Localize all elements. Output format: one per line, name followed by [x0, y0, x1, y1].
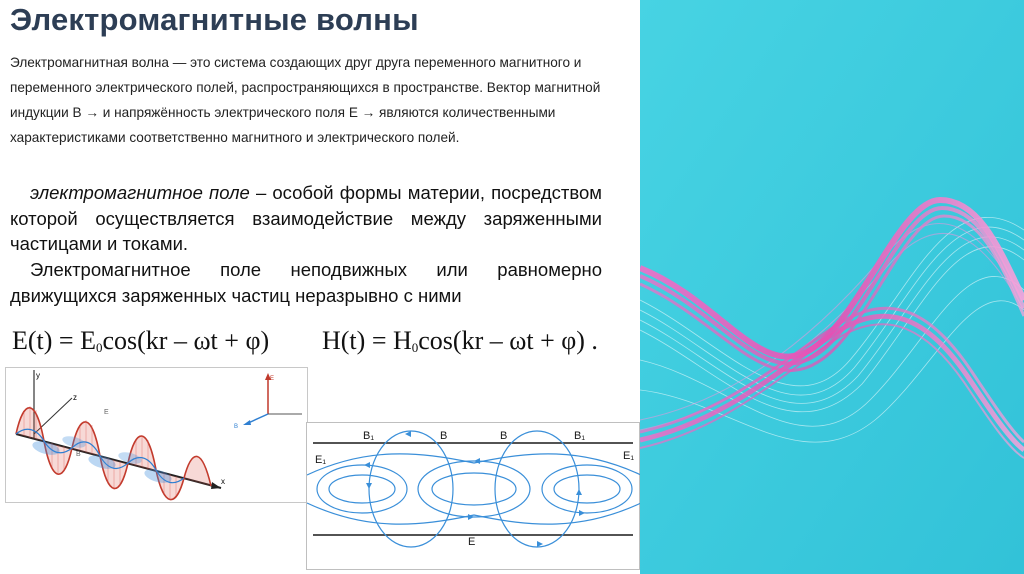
- field-lines-diagram: [307, 423, 641, 571]
- label-e-small: E: [104, 409, 109, 416]
- formula-e-left: E(t) = E: [12, 326, 96, 355]
- formula-h-sub: 0: [411, 340, 419, 355]
- x-axis-arrow: [211, 482, 221, 489]
- field-arrows: [364, 431, 585, 547]
- intro-text: Электромагнитная волна — это система создающих друг друга переменного магнитного и переменного электрического полей, распространяющихся в пространстве. Вектор магнитной индукции B → и напряжённость электрического поля E → являются количественными характеристиками соответственно магнитного и электрического полей.: [10, 55, 601, 145]
- field-definition-paragraph: [10, 180, 602, 257]
- em-wave-figure: [5, 367, 308, 503]
- formula-e: [12, 326, 269, 356]
- label-x: x: [221, 477, 225, 486]
- label-b-small: B: [76, 451, 81, 458]
- label-b-mid2: B: [500, 430, 508, 442]
- label-z: z: [73, 393, 77, 402]
- formula-h: [322, 326, 598, 356]
- label-b-mid1: B: [440, 430, 448, 442]
- label-b1-left: B₁: [363, 430, 375, 442]
- label-e-vector: E: [270, 376, 275, 382]
- label-e1-right: E₁: [623, 450, 635, 462]
- field-term: электромагнитное поле: [30, 182, 250, 203]
- panel-background: [640, 0, 1024, 574]
- field-static-paragraph: [10, 257, 602, 308]
- decorative-wave-panel: [640, 0, 1024, 574]
- formula-h-right: cos(kr – ωt + φ) .: [418, 326, 598, 355]
- field-static-text: Электромагнитное поле неподвижных или равномерно движущихся заряженных частиц неразрывно с ними: [10, 259, 602, 306]
- field-definition-rest: – особой формы материи, посредством которой осуществляется взаимодействие между заряженными частицами и токами.: [10, 182, 602, 254]
- label-b-vector: B: [234, 424, 239, 430]
- formula-e-sub: 0: [95, 340, 103, 355]
- wave-art: [640, 0, 1024, 574]
- em-wave-diagram: [6, 368, 309, 504]
- field-lines-figure: [306, 422, 640, 570]
- formula-e-right: cos(kr – ωt + φ): [102, 326, 270, 355]
- magnetic-wave: [16, 429, 184, 485]
- label-e-bottom: E: [468, 536, 476, 548]
- label-e1-left: E₁: [315, 454, 327, 466]
- vector-axes-diagram: [234, 373, 302, 430]
- formula-h-left: H(t) = H: [322, 326, 412, 355]
- label-b1-right: B₁: [574, 430, 586, 442]
- label-y: y: [36, 371, 40, 380]
- field-line-loops: [307, 431, 641, 547]
- slide-title: Электромагнитные волны: [10, 2, 419, 37]
